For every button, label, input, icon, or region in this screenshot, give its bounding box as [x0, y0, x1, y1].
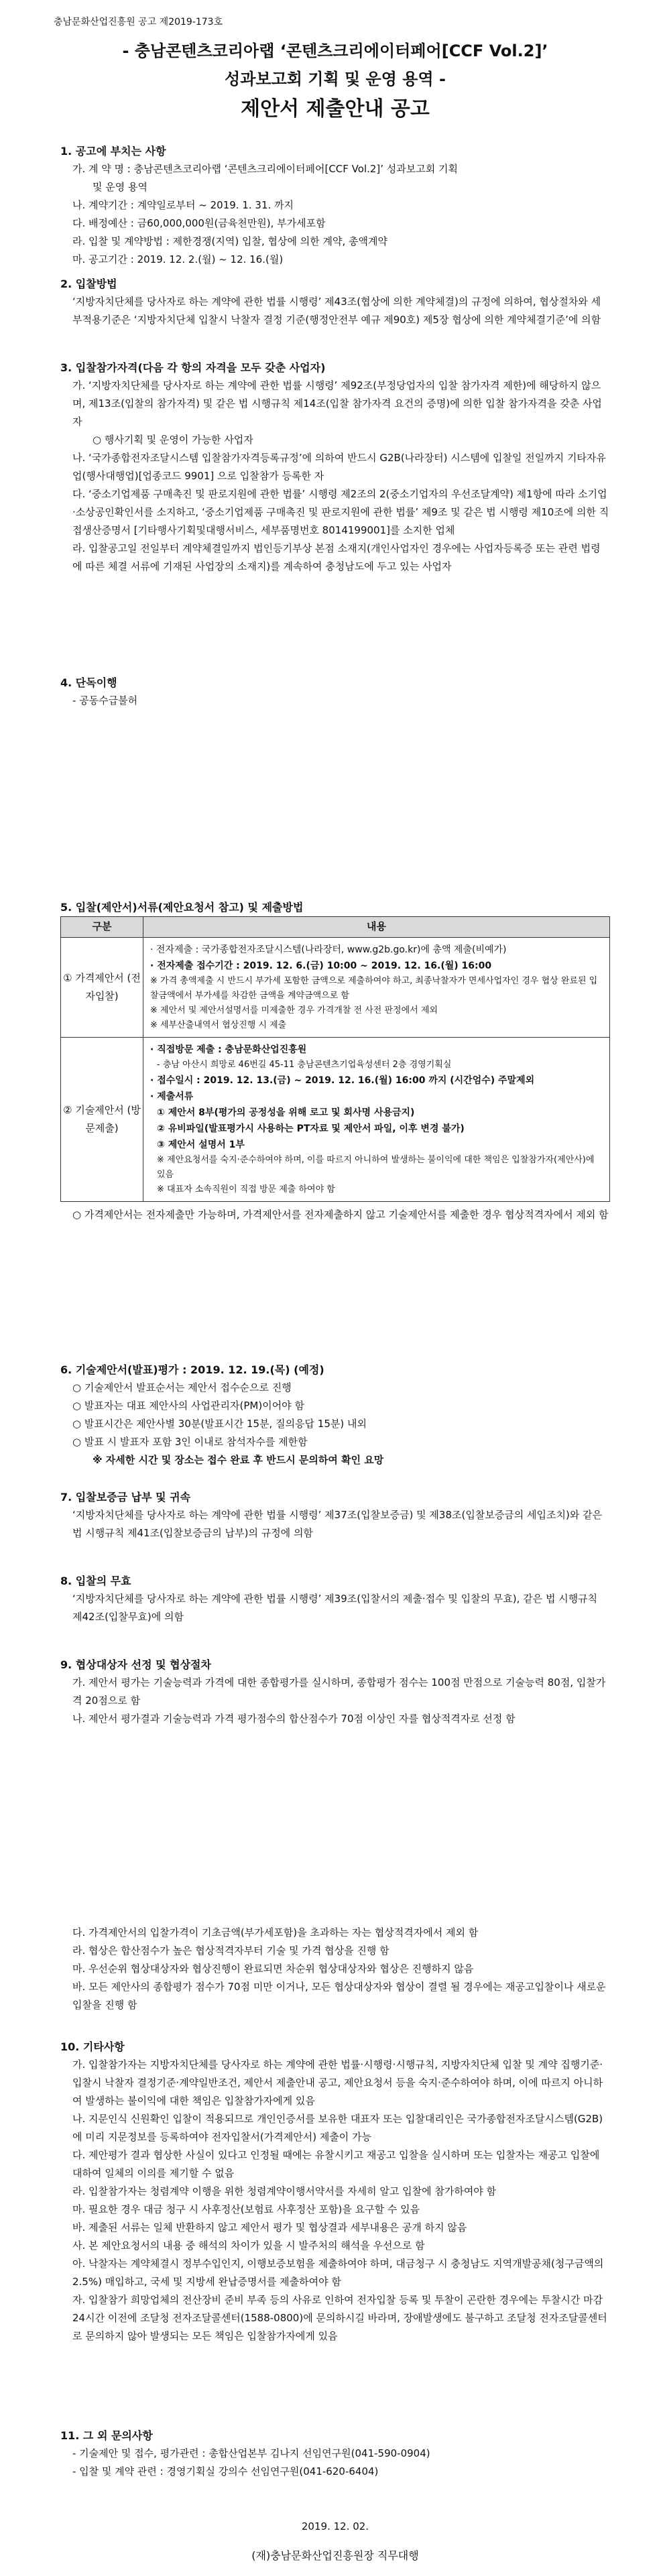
- row-1-line: · 전자제출 접수기간 : 2019. 12. 6.(금) 10:00 ~ 2019. 12. 16.(월) 16:00: [150, 961, 492, 971]
- s7-text: ‘지방자치단체를 당사자로 하는 계약에 관한 법률 시행령’ 제37조(입찰보증금) 및 제38조(입찰보증금의 세입조치)와 같은 법 시행규칙 제41조(입찰보증금의 납부)의 규정에 의함: [72, 1509, 603, 1539]
- issuer: (재)충남문화산업진흥원장 직무대행: [251, 2549, 419, 2562]
- section-1-heading: 1. 공고에 부치는 사항: [60, 145, 166, 158]
- s5-note: ○ 가격제안서는 전자제출만 가능하며, 가격제안서를 전자제출하지 않고 기술제안서를 제출한 경우 협상적격자에서 제외 함: [72, 1209, 609, 1221]
- row-1-category: ① 가격제안서 (전자입찰): [61, 938, 143, 1038]
- row-1-line: · 전자제출 : 국가종합전자조달시스템(나라장터, www.g2b.go.kr)에 총액 제출(비예가): [150, 944, 507, 955]
- document-number: 충남문화산업진흥원 공고 제2019-173호: [54, 17, 223, 27]
- s1-contract-name-cont: 및 운영 용역: [93, 181, 147, 193]
- section-8-heading: 8. 입찰의 무효: [60, 1575, 131, 1587]
- s3-item-ra: 라. 입찰공고일 전일부터 계약체결일까지 법인등기부상 본점 소재지(개인사업자인 경우에는 사업자등록증 또는 관련 법령에 따른 체결 서류에 기재된 사업장의 소재지)를 계속하여 충청남도에 두고 있는 사업자: [72, 542, 601, 572]
- row-1-line: ※ 제안서 및 제안서설명서를 미제출한 경우 가격개찰 전 사전 판정에서 제외: [150, 1005, 438, 1016]
- section-8: [60, 1572, 610, 1626]
- s9-item-ra: 라. 협상은 합산점수가 높은 협상적격자부터 기술 및 가격 협상을 진행 함: [72, 1945, 389, 1957]
- s9-item-da: 다. 가격제안서의 입찰가격이 기초금액(부가세포함)을 초과하는 자는 협상적격자에서 제외 함: [72, 1926, 479, 1939]
- page-title: [54, 37, 617, 125]
- title-line-1: - 충남콘텐츠코리아랩 ‘콘텐츠크리에이터페어[CCF Vol.2]’: [122, 42, 548, 60]
- row-2-line: ※ 제안요청서를 숙지·준수하여야 하며, 이를 따르지 아니하여 발생하는 불이익에 대한 책임은 입찰참가자(제안사)에 있음: [157, 1155, 595, 1180]
- title-line-2: 성과보고회 기획 및 운영 용역 -: [225, 70, 446, 88]
- s9-item-ga: 가. 제안서 평가는 기술능력과 가격에 대한 종합평가를 실시하며, 종합평가 점수는 100점 만점으로 기술능력 80점, 입찰가격 20점으로 함: [72, 1676, 606, 1707]
- section-10: [60, 2038, 610, 2345]
- s11-item: - 기술제안 및 접수, 평가관련 : 총합산업본부 김나지 선임연구원(041-590-0904): [72, 2447, 430, 2459]
- table-row: [61, 938, 610, 1038]
- s6-item: ○ 발표자는 대표 제안사의 사업관리자(PM)이어야 함: [72, 1400, 304, 1412]
- section-9-heading: 9. 협상대상자 선정 및 협상절차: [60, 1658, 211, 1671]
- s1-contract-period: 나. 계약기간 : 계약일로부터 ~ 2019. 1. 31. 까지: [72, 199, 294, 211]
- row-2-line: - 충남 아산시 희망로 46번길 45-11 충남콘텐츠기업육성센터 2층 경영기획실: [157, 1060, 452, 1070]
- row-2-line: · 제출서류: [150, 1091, 194, 1102]
- s1-notice-period: 마. 공고기간 : 2019. 12. 2.(월) ~ 12. 16.(월): [72, 253, 284, 265]
- section-5-heading: 5. 입찰(제안서)서류(제안요청서 참고) 및 제출방법: [60, 901, 304, 914]
- s10-item: 다. 제안평가 결과 협상한 사실이 있다고 인정될 때에는 유찰시키고 재공고 입찰을 실시하며 또는 입찰자는 재공고 입찰에 대하여 일체의 이의를 제기할 수 없음: [72, 2149, 600, 2179]
- section-7-heading: 7. 입찰보증금 납부 및 귀속: [60, 1491, 191, 1504]
- section-11: [60, 2427, 610, 2481]
- s3-item-ga-sub: ○ 행사기획 및 운영이 가능한 사업자: [93, 434, 253, 446]
- section-11-heading: 11. 그 외 문의사항: [60, 2429, 153, 2442]
- s10-item: 바. 제출된 서류는 일체 반환하지 않고 제안서 평가 및 협상결과 세부내용은 공개 하지 않음: [72, 2221, 467, 2233]
- s9-item-ba: 바. 모든 제안사의 종합평가 점수가 70점 미만 이거나, 모든 협상대상자와 협상이 결렬 될 경우에는 재공고입찰이나 새로운 입찰을 진행 함: [72, 1981, 606, 2011]
- row-2-line: ② 유비파일(발표평가시 사용하는 PT자료 및 제안서 파일, 이후 변경 불가): [157, 1123, 465, 1134]
- row-2-line: ③ 제안서 설명서 1부: [157, 1140, 245, 1150]
- row-2-category: ② 기술제안서 (방문제출): [61, 1038, 143, 1202]
- section-10-heading: 10. 기타사항: [60, 2040, 125, 2053]
- s3-item-ga: 가. ‘지방자치단체를 당사자로 하는 계약에 관한 법률 시행령’ 제92조(부정당업자의 입찰 참가자격 제한)에 해당하지 않으며, 제13조(입찰의 참가자격) 및 같은 법 시행규칙 제14조(입찰 참가자격 요건의 증명)에 의한 입찰 참가자격을 갖춘 사업자: [72, 379, 602, 428]
- s3-item-na: 나. ‘국가종합전자조달시스템 입찰참가자격등록규정’에 의하여 반드시 G2B(나라장터) 시스템에 입찰일 전일까지 기타자유업(행사대행업)[업종코드 9901] 으로 입찰참가 등록한 자: [72, 452, 606, 482]
- row-2-line: · 접수일시 : 2019. 12. 13.(금) ~ 2019. 12. 16.(월) 16:00 까지 (시간엄수) 주말제외: [150, 1075, 535, 1086]
- s6-item: ○ 발표 시 발표자 포함 3인 이내로 참석자수를 제한함: [72, 1436, 308, 1448]
- table-header-category: 구분: [61, 917, 143, 938]
- s6-item: ○ 발표시간은 제안사별 30분(발표시간 15분, 질의응답 15분) 내외: [72, 1418, 367, 1430]
- s1-method: 라. 입찰 및 계약방법 : 제한경쟁(지역) 입찰, 협상에 의한 계약, 총액계약: [72, 235, 387, 247]
- section-9-cont: [60, 1924, 610, 2014]
- section-2: [60, 275, 610, 329]
- section-3-heading: 3. 입찰참가자격(다음 각 항의 자격을 모두 갖춘 사업자): [60, 361, 326, 374]
- s1-budget: 다. 배정예산 : 금60,000,000원(금육천만원), 부가세포함: [72, 217, 326, 229]
- row-2-line: · 직접방문 제출 : 충남문화산업진흥원: [150, 1044, 307, 1055]
- section-6: [60, 1361, 610, 1469]
- s10-item: 마. 필요한 경우 대금 청구 시 사후정산(보험료 사후정산 포함)을 요구할 수 있음: [72, 2203, 420, 2215]
- table-header-content: 내용: [143, 917, 610, 938]
- section-9: [60, 1656, 610, 1728]
- section-6-heading: 6. 기술제안서(발표)평가 : 2019. 12. 19.(목) (예정): [60, 1363, 324, 1376]
- document-date: 2019. 12. 02.: [301, 2520, 369, 2532]
- s6-item: ○ 기술제안서 발표순서는 제안서 접수순으로 진행: [72, 1382, 292, 1394]
- s1-contract-name: 가. 계 약 명 : 충남콘텐츠코리아랩 ‘콘텐츠크리에이터페어[CCF Vol.2]’ 성과보고회 기획: [72, 163, 459, 175]
- s11-item: - 입찰 및 계약 관련 : 경영기획실 강의수 선임연구원(041-620-6404): [72, 2465, 379, 2477]
- s10-item: 가. 입찰참가자는 지방자치단체를 당사자로 하는 계약에 관한 법률·시행령·시행규칙, 지방자치단체 입찰 및 계약 집행기준·입찰시 낙찰자 결정기준·계약일반조건, 제안서 제출안내 공고, 제안요청서 등을 숙지·준수하여야 하며, 이에 따르지 아니하여 발생하는 불이익에 대한 책임은 입찰참가자에게 있음: [72, 2059, 603, 2107]
- submission-table: [60, 916, 610, 1202]
- row-2-content: [143, 1038, 610, 1202]
- s10-item: 나. 지문인식 신원확인 입찰이 적용되므로 개인인증서를 보유한 대표자 또는 입찰대리인은 국가종합전자조달시스템(G2B)에 미리 지문정보를 등록하여야 전자입찰서(가격제안서) 제출이 가능: [72, 2113, 603, 2143]
- section-1: [60, 142, 610, 269]
- table-row: [61, 1038, 610, 1202]
- s3-item-da: 다. ‘중소기업제품 구매촉진 및 판로지원에 관한 법률’ 시행령 제2조의 2(중소기업자의 우선조달계약) 제1항에 따라 소기업·소상공인확인서를 소지하고, ‘중소기업제품 구매촉진 및 판로지원에 관한 법률’ 제9조 및 같은 법 시행령 제10조에 의한 직접생산증명서 [기타행사기획및대행서비스, 세부품명번호 8014199001]를 소지한 업체: [72, 488, 609, 536]
- row-2-line: ※ 대표자 소속직원이 직접 방문 제출 하여야 함: [157, 1184, 335, 1194]
- section-7: [60, 1488, 610, 1542]
- s9-item-na: 나. 제안서 평가결과 기술능력과 가격 평가점수의 합산점수가 70점 이상인 자를 협상적격자로 선정 함: [72, 1713, 516, 1725]
- row-2-line: ① 제안서 8부(평가의 공정성을 위해 로고 및 회사명 사용금지): [157, 1107, 415, 1118]
- title-line-3: 제안서 제출안내 공고: [241, 97, 430, 121]
- s10-item: 라. 입찰참가자는 청렴계약 이행을 위한 청렴계약이행서약서를 자세히 알고 입찰에 참가하여야 함: [72, 2185, 497, 2197]
- s10-item: 아. 낙찰자는 계약체결시 정부수입인지, 이행보증보험을 제출하여야 하며, 대금청구 시 충청남도 지역개발공채(청구금액의 2.5%) 매입하고, 국세 및 지방세 완납증명서를 제출하여야 함: [72, 2258, 604, 2288]
- section-5: [60, 898, 610, 1224]
- section-4: [60, 674, 610, 710]
- s2-text: ‘지방자치단체를 당사자로 하는 계약에 관한 법률 시행령’ 제43조(협상에 의한 계약체결)의 규정에 의하여, 협상절차와 세부적용기준은 ‘지방자치단체 입찰시 낙찰자 결정 기준(행정안전부 예규 제90호) 제5장 협상에 의한 계약체결기준’에 의함: [72, 296, 601, 326]
- section-4-heading: 4. 단독이행: [60, 676, 117, 689]
- s10-item: 자. 입찰참가 희망업체의 전산장비 준비 부족 등의 사유로 인하여 전자입찰 등록 및 투찰이 곤란한 경우에는 투찰시간 마감 24시간 이전에 조달청 전자조달콜센터(1588-0800)에 문의하시길 바라며, 장애발생에도 불구하고 조달청 전자조달콜센터로 문의하지 않아 발생되는 모든 책임은 입찰참가자에게 있음: [72, 2294, 607, 2342]
- s6-item: ※ 자세한 시간 및 장소는 접수 완료 후 반드시 문의하여 확인 요망: [93, 1454, 384, 1466]
- row-1-content: [143, 938, 610, 1038]
- s10-item: 사. 본 제안요청서의 내용 중 해석의 차이가 있을 시 발주처의 해석을 우선으로 함: [72, 2240, 425, 2252]
- row-1-line: ※ 세부산출내역서 협상진행 시 제출: [150, 1020, 287, 1030]
- section-2-heading: 2. 입찰방법: [60, 278, 117, 290]
- s4-text: - 공동수급불허: [72, 694, 138, 707]
- s8-text: ‘지방자치단체를 당사자로 하는 계약에 관한 법률 시행령’ 제39조(입찰서의 제출·접수 및 입찰의 무효), 같은 법 시행규칙 제42조(입찰무효)에 의함: [72, 1593, 598, 1623]
- row-1-line: ※ 가격 총액제출 시 반드시 부가세 포함한 금액으로 제출하여야 하고, 최종낙찰자가 면세사업자인 경우 협상 완료된 입찰금액에서 부가세를 차감한 금액을 계약금액으로 함: [150, 976, 598, 1001]
- section-3: [60, 359, 610, 576]
- s9-item-ma: 마. 우선순위 협상대상자와 협상진행이 완료되면 차순위 협상대상자와 협상은 진행하지 않음: [72, 1963, 474, 1975]
